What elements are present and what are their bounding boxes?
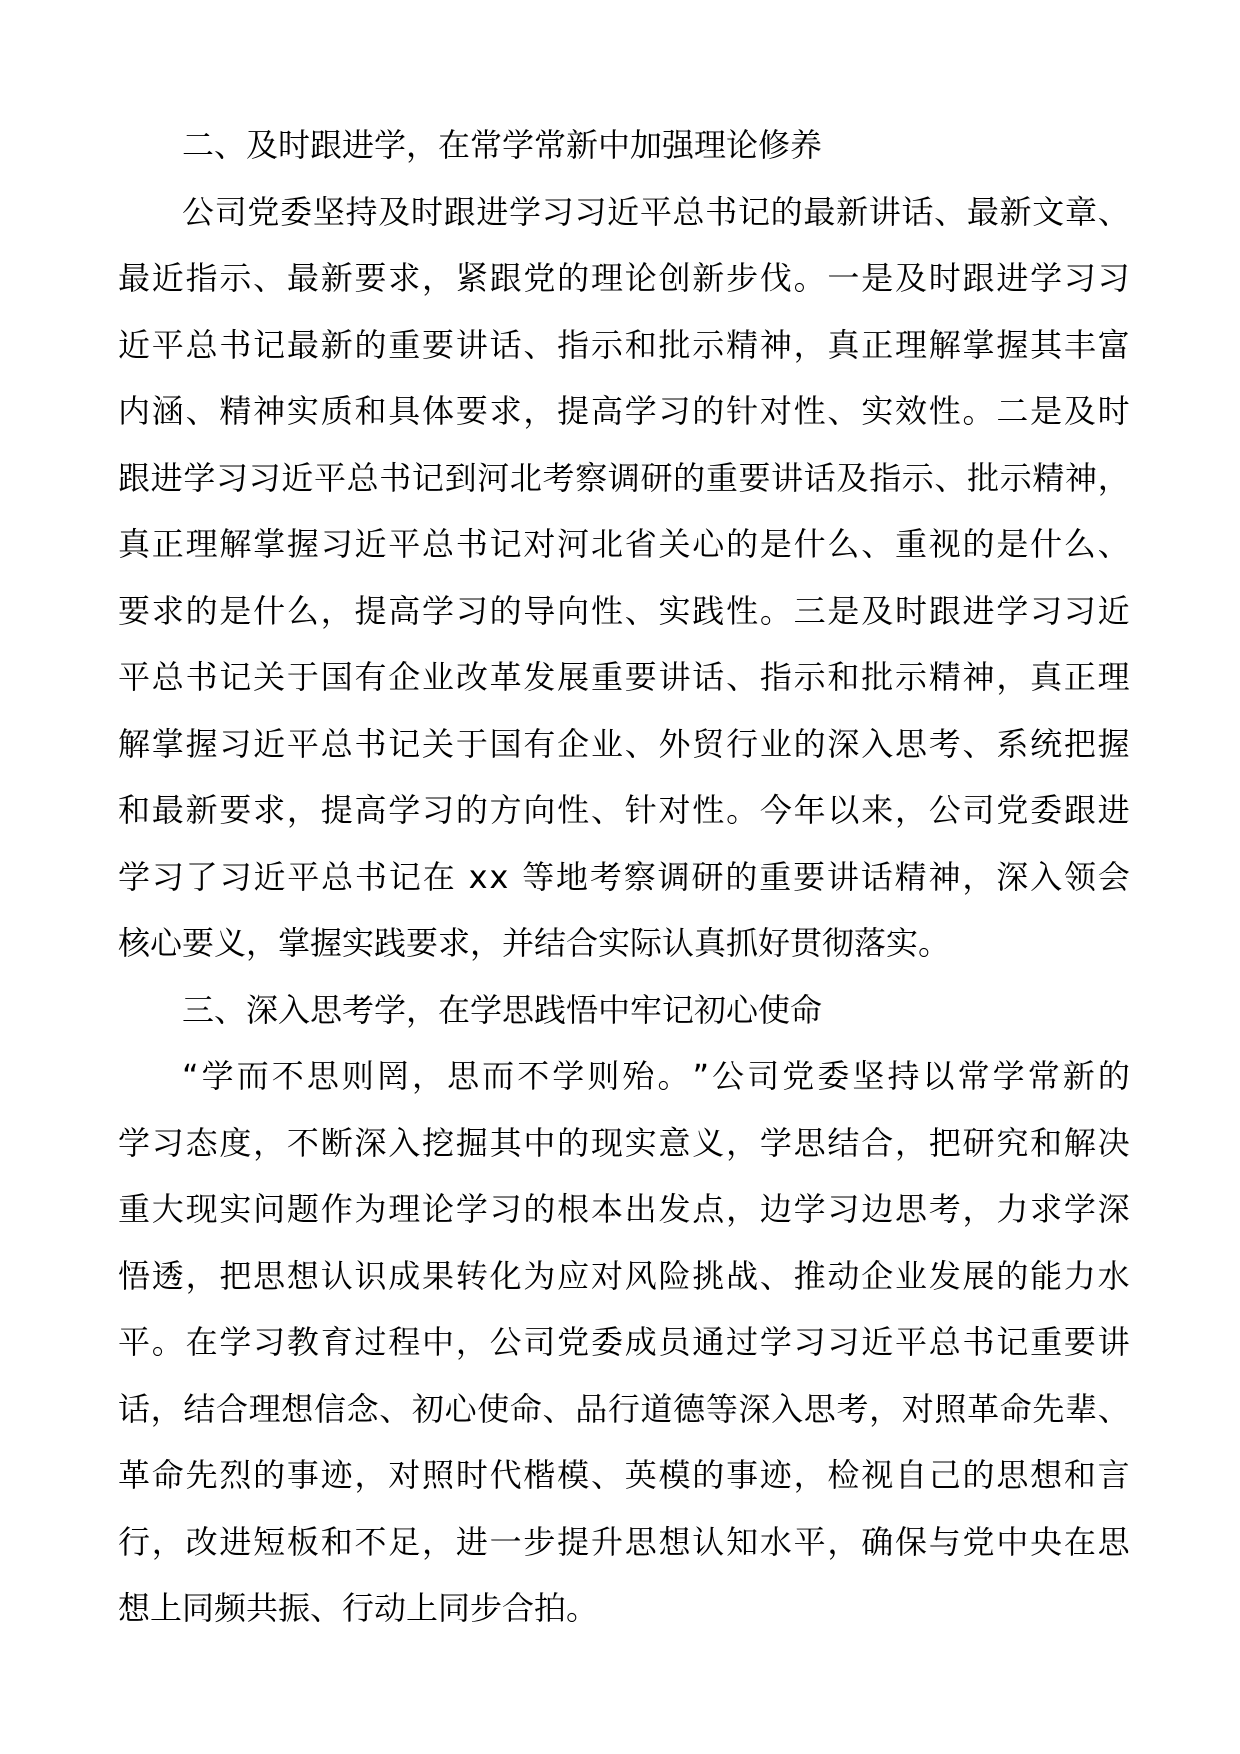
paragraph-line: 话 ， 结 合 理 想 信 念 、 初 心 使 命 、 品 行 道 德 等 深 入 思 考 ， 对 照 革 命 先 辈 、 xyxy=(118,1389,1130,1428)
paragraph-line: 学 习 了 习 近 平 总 书 记 在 x x 等 地 考 察 调 研 的 重 要 讲 话 精 神 ， 深 入 领 会 xyxy=(118,857,1130,896)
paragraph-line: 跟 进 学 习 习 近 平 总 书 记 到 河 北 考 察 调 研 的 重 要 讲 话 及 指 示 、 批 示 精 神 ， xyxy=(118,458,1130,497)
section-heading-3: 三、深入思考学，在学思践悟中牢记初心使命 xyxy=(182,990,823,1029)
paragraph-line: 解 掌 握 习 近 平 总 书 记 关 于 国 有 企 业 、 外 贸 行 业 的 深 入 思 考 、 系 统 把 握 xyxy=(118,724,1130,763)
paragraph-line: 公 司 党 委 坚 持 及 时 跟 进 学 习 习 近 平 总 书 记 的 最 新 讲 话 、 最 新 文 章 、 xyxy=(182,192,1130,231)
paragraph-line: 真 正 理 解 掌 握 习 近 平 总 书 记 对 河 北 省 关 心 的 是 什 么 、 重 视 的 是 什 么 、 xyxy=(118,525,1130,563)
paragraph-line: 内 涵 、 精 神 实 质 和 具 体 要 求 ， 提 高 学 习 的 针 对 性 、 实 效 性 。 二 是 及 时 xyxy=(118,392,1130,430)
paragraph-line: 核心要义，掌握实践要求，并结合实际认真抓好贯彻落实。 xyxy=(118,924,951,962)
paragraph-line: 近 平 总 书 记 最 新 的 重 要 讲 话 、 指 示 和 批 示 精 神 ， 真 正 理 解 掌 握 其 丰 富 xyxy=(118,325,1130,364)
paragraph-line: 想上同频共振、行动上同步合拍。 xyxy=(118,1589,599,1627)
paragraph-line: 和 最 新 要 求 ， 提 高 学 习 的 方 向 性 、 针 对 性 。 今 年 以 来 ， 公 司 党 委 跟 进 xyxy=(118,791,1130,829)
paragraph-line: 学 习 态 度 ， 不 断 深 入 挖 掘 其 中 的 现 实 意 义 ， 学 思 结 合 ， 把 研 究 和 解 决 xyxy=(118,1123,1130,1162)
document-body xyxy=(118,112,1130,1642)
paragraph-line: 最 近 指 示 、 最 新 要 求 ， 紧 跟 党 的 理 论 创 新 步 伐 。 一 是 及 时 跟 进 学 习 习 xyxy=(118,259,1130,297)
paragraph-line: “ 学 而 不 思 则 罔 ， 思 而 不 学 则 殆 。 ” 公 司 党 委 坚 持 以 常 学 常 新 的 xyxy=(182,1057,1130,1095)
paragraph-line: 行 ， 改 进 短 板 和 不 足 ， 进 一 步 提 升 思 想 认 知 水 平 ， 确 保 与 党 中 央 在 思 xyxy=(118,1522,1130,1561)
section-heading-2: 二、及时跟进学，在常学常新中加强理论修养 xyxy=(182,126,823,164)
paragraph-line: 悟 透 ， 把 思 想 认 识 成 果 转 化 为 应 对 风 险 挑 战 、 推 动 企 业 发 展 的 能 力 水 xyxy=(118,1256,1130,1295)
paragraph-line: 重 大 现 实 问 题 作 为 理 论 学 习 的 根 本 出 发 点 ， 边 学 习 边 思 考 ， 力 求 学 深 xyxy=(118,1190,1130,1228)
paragraph-line: 平 总 书 记 关 于 国 有 企 业 改 革 发 展 重 要 讲 话 、 指 示 和 批 示 精 神 ， 真 正 理 xyxy=(118,658,1130,696)
paragraph-line: 要 求 的 是 什 么 ， 提 高 学 习 的 导 向 性 、 实 践 性 。 三 是 及 时 跟 进 学 习 习 近 xyxy=(118,591,1130,630)
paragraph-line: 革 命 先 烈 的 事 迹 ， 对 照 时 代 楷 模 、 英 模 的 事 迹 ， 检 视 自 己 的 思 想 和 言 xyxy=(118,1456,1130,1494)
paragraph-line: 平 。 在 学 习 教 育 过 程 中 ， 公 司 党 委 成 员 通 过 学 习 习 近 平 总 书 记 重 要 讲 xyxy=(118,1323,1130,1361)
